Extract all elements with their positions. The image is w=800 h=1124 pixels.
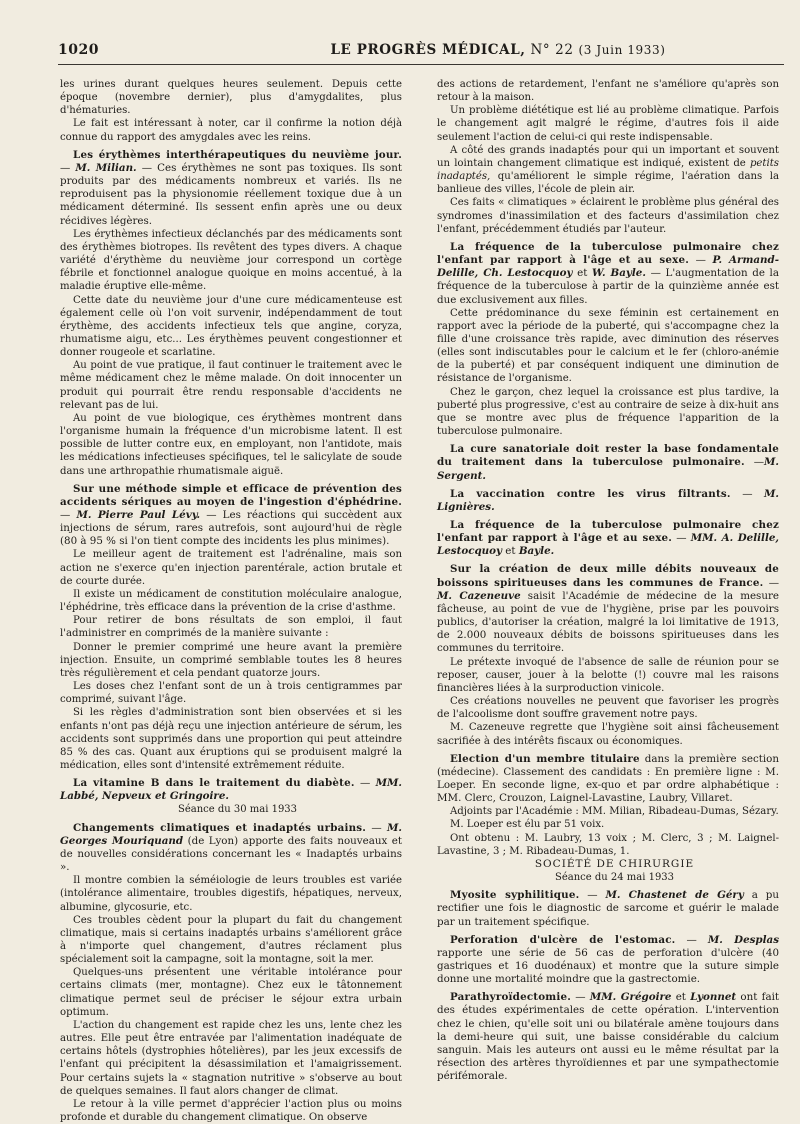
dash: — (60, 161, 76, 174)
article-title: Myosite syphilitique. (450, 889, 580, 902)
article-title: La vaccination contre les virus filtrants. (450, 487, 731, 500)
article-text: — Ces érythèmes ne sont pas toxiques. Ils sont produits par des médicaments nombreux et variés. Ils ne reproduisent pas la physionomie réellement toxique due à un médicament déterminé. Ils sessent enfin après une ou deux récidives légères. (60, 161, 402, 227)
dash: — (366, 821, 388, 834)
article-title: La vitamine B dans le traitement du diabète. (73, 777, 355, 790)
article-mouriquand (60, 822, 402, 875)
article-title: La fréquence de la tuberculose pulmonaire chez l'enfant par rapport à l'âge et au sexe. (437, 519, 779, 545)
article-armand-delille (437, 241, 779, 307)
running-head (218, 42, 778, 58)
article-title: Election d'un membre titulaire (450, 752, 640, 765)
paragraph: Le meilleur agent de traitement est l'adrénaline, mais son action ne s'exerce qu'en injection parentérale, action brutale et de courte durée. (60, 549, 402, 587)
article-title: La fréquence de la tuberculose pulmonaire chez l'enfant par rapport à l'âge et au sexe. (437, 240, 779, 267)
page-number: 1020 (58, 42, 99, 58)
dash: — (354, 777, 376, 790)
dash: — (730, 487, 765, 500)
text-run: A côté des grands inadaptés pour qui un important et souvent un lointain changement climatique est indiqué, existent de (437, 144, 779, 169)
paragraph: Les doses chez l'enfant sont de un à trois centigrammes par comprimé, suivant l'âge. (60, 681, 402, 706)
issue-date: (3 Juin 1933) (578, 43, 666, 57)
paragraph: Il existe un médicament de constitution moléculaire analogue, l'éphédrine, très efficace dans la prévention de la crise d'asthme. (60, 588, 402, 614)
dash: — (744, 456, 765, 469)
paragraph: les urines durant quelques heures seulement. Depuis cette époque (novembre dernier), plus d'amygdalites, plus d'hématuries. (60, 79, 402, 117)
article-labbe (60, 777, 402, 803)
society-heading: SOCIÉTÉ DE CHIRURGIE (534, 857, 695, 870)
paragraph: Il montre combien la séméiologie de leurs troubles est variée (intolérance alimentaire, troubles digestifs, hépatiques, nerveux, albumine, glycosurie, etc. (60, 875, 402, 913)
session-date: Séance du 24 mai 1933 (554, 872, 675, 884)
conjunction: et (502, 545, 519, 558)
article-milian (60, 149, 402, 228)
right-column (437, 78, 779, 1083)
article-text: a pu rectifier une fois le diagnostic de sarcome et guérir le malade par un traitement spécifique. (437, 889, 779, 928)
article-author: MM. Labbé, Nepveux et Gringoire. (60, 777, 403, 803)
journal-title: LE PROGRÈS MÉDICAL, (330, 42, 526, 58)
article-author: MM. A. Delille, Lestocquoy (437, 532, 779, 558)
article-author: W. Bayle. (592, 267, 646, 280)
article-text: rapporte une série de 56 cas de perforation d'ulcère (40 gastriques et 16 duodénaux) et montre que la suture simple donne une mortalité moindre que la gastrectomie. (437, 946, 779, 986)
article-author: P. Armand-Delille, Ch. Lestocquoy (437, 254, 779, 280)
article-author: M. Chastenet de Géry (605, 889, 744, 902)
issue-number: N° 22 (530, 42, 574, 58)
article-title: Changements climatiques et inadaptés urbains. (73, 821, 367, 834)
article-author: M. Desplas (707, 933, 779, 946)
paragraph: des actions de retardement, l'enfant ne s'améliore qu'après son retour à la maison. (437, 79, 779, 104)
article-title: Sur la création de deux mille débits nouveaux de boissons spiritueuses dans les communes de France. (437, 563, 779, 589)
article-text: ont fait des études expérimentales de cette opération. L'intervention chez le chien, qu'elle soit uni ou bilatérale amène toujours dans la demi-heure qui suit, une baisse considérable du calcium sanguin. Mais les auteurs ont aussi eu le même résultat par la résection des artères thyroïdiennes et par une sympathectomie périfémorale. (437, 991, 780, 1083)
dash: — (579, 889, 606, 902)
paragraph: Pour retirer de bons résultats de son emploi, il faut l'administrer en comprimés de la manière suivante : (60, 615, 402, 640)
paragraph: Les érythèmes infectieux déclanchés par des médicaments sont des érythèmes biotropes. Ils revêtent des types divers. A chaque variété d'érythème du neuvième jour correspond un cortège fébrile et fonctionnel analogue quoique en moins accentué, à la maladie éruptive elle-même. (60, 228, 402, 293)
article-author: M. Lignières. (437, 487, 779, 513)
article-title: Sur une méthode simple et efficace de prévention des accidents sériques au moyen de l'ingestion d'éphédrine. (60, 482, 402, 508)
paragraph: Adjoints par l'Académie : MM. Milian, Ribadeau-Dumas, Sézary. (450, 806, 779, 818)
dash: — (688, 254, 713, 267)
article-text: dans la première section (médecine). Classement des candidats : En première ligne : M. Loeper. En seconde ligne, ex-quo et par ordre alphabétique : MM. Clerc, Crouzon, Laignel-Lavastine, Laubry, Villaret. (437, 752, 779, 805)
left-column (60, 78, 402, 1124)
article-delille (437, 519, 779, 558)
article-title: Perforation d'ulcère de l'estomac. (450, 933, 676, 946)
article-election (437, 753, 779, 806)
paragraph: Si les règles d'administration sont bien observées et si les enfants n'ont pas déjà reçu une injection antérieure de sérum, les accidents sont supprimés dans une proportion qui peut atteindre 85 % des cas. Quant aux éruptions qui se produisent malgré la médication, elles sont d'intensité extrêmement réduite. (60, 707, 402, 771)
article-text: — Les réactions qui succèdent aux injections de sérum, rares autrefois, sont aujourd'hui de règle (80 à 95 % si l'on tient compte des incidents les plus minimes). (60, 509, 402, 548)
article-title: La cure sanatoriale doit rester la base fondamentale du traitement dans la tuberculose pulmonaire. (437, 443, 779, 469)
session-date: Séance du 30 mai 1933 (177, 804, 298, 816)
article-author: M. Cazeneuve (437, 589, 521, 602)
paragraph: Ces créations nouvelles ne peuvent que favoriser les progrès de l'alcoolisme dont souffre gravement notre pays. (437, 696, 779, 721)
article-author: M. Pierre Paul Lévy. (76, 509, 201, 521)
paragraph: M. Loeper est élu par 51 voix. (450, 819, 605, 831)
dash: — (571, 991, 590, 1004)
article-desplas (437, 934, 779, 987)
dash: — (672, 532, 691, 545)
dash: — (763, 576, 780, 589)
article-author: M. Sergent. (437, 456, 779, 482)
paragraph: Chez le garçon, chez lequel la croissance est plus tardive, la puberté plus progressive, c'est au contraire de seize à dix-huit ans que se montre avec plus de fréquence l'apparition de la tuberculose pulmonaire. (437, 386, 779, 438)
article-cazeneuve (437, 563, 779, 655)
paragraph: Quelques-uns présentent une véritable intolérance pour certains climats (mer, montagne). Chez eux le tâtonnement climatique permet seul de préciser le séjour extra urbain optimum. (60, 967, 402, 1018)
conjunction: et (572, 267, 592, 280)
article-gregoire (437, 991, 779, 1083)
paragraph: Ces faits « climatiques » éclairent le problème plus général des syndromes d'inassimilation et des facteurs d'assimilation chez l'enfant, précédemment étudiés par l'auteur. (437, 197, 779, 235)
dash: — (675, 933, 708, 946)
paragraph: Ont obtenu : M. Laubry, 13 voix ; M. Clerc, 3 ; M. Laignel-Lavastine, 3 ; M. Ribadeau-Dumas, 1. (437, 832, 779, 857)
article-author: Bayle. (518, 545, 555, 558)
article-lignieres (437, 488, 779, 514)
article-chastenet (437, 889, 779, 928)
article-author: M. Milian. (75, 161, 137, 174)
article-levy (60, 483, 402, 549)
article-title: Les érythèmes interthérapeutiques du neuvième jour. (73, 148, 402, 161)
paragraph: Le prétexte invoqué de l'absence de salle de réunion pour se reposer, causer, jouer à la belotte (!) couvre mal les raisons financières liées à la surproduction vinicole. (437, 656, 779, 694)
paragraph: Le fait est intéressant à noter, car il confirme la notion déjà connue du rapport des amygdales avec les reins. (60, 118, 402, 143)
paragraph (437, 144, 779, 197)
paragraph: M. Cazeneuve regrette que l'hygiène soit ainsi fâcheusement sacrifiée à des intérêts fiscaux ou économiques. (437, 722, 779, 747)
text-run: qu'améliorent le simple régime, l'aération dans la banlieue des villes, l'école de plein air. (437, 171, 779, 196)
paragraph: Cette date du neuvième jour d'une cure médicamenteuse est également celle où l'on voit survenir, indépendamment de tout érythème, des accidents infectieux tels que angine, coryza, rhumatisme aigu, etc... Les érythèmes peuvent congestionner et donner rougeole et scarlatine. (60, 294, 402, 359)
article-title: Parathyroïdectomie. (450, 991, 572, 1004)
paragraph: Au point de vue biologique, ces érythèmes montrent dans l'organisme humain la fréquence d'un microbisme latent. Il est possible de lutter contre eux, en employant, non l'antidote, mais les médications infectieuses spécifiques, tel le salicylate de soude dans une arthropathie rhumatismale aiguë. (60, 412, 402, 477)
article-author: M. Georges Mouriquand (60, 821, 402, 847)
paragraph: Le retour à la ville permet d'apprécier l'action plus ou moins profonde et durable du changement climatique. On observe (60, 1098, 402, 1124)
conjunction: et (671, 991, 691, 1004)
paragraph: Cette prédominance du sexe féminin est certainement en rapport avec la période de la puberté, qui s'accompagne chez la fille d'une croissance très rapide, avec diminution des réserves (elles sont indiscutables pour le calcium et le fer (chloro-anémie de la puberté) et par conséquent indiquent une diminution de résistance de l'organisme. (437, 307, 779, 385)
article-sergent (437, 443, 779, 482)
article-text: — L'augmentation de la fréquence de la tuberculose à partir de la quinzième année est due exclusivement aux filles. (437, 267, 779, 306)
dash: — (60, 509, 77, 521)
article-author: Lyonnet (690, 991, 737, 1004)
paragraph: Au point de vue pratique, il faut continuer le traitement avec le même médicament chez le même malade. On doit innocenter un produit qui pourrait être rendu responsable d'accidents ne relevant pas de lui. (60, 360, 402, 411)
paragraph: Ces troubles cèdent pour la plupart du fait du changement climatique, mais si certains inadaptés urbains s'améliorent grâce à n'importe quel changement, d'autres réclament plus spécialement soit la campagne, soit la montagne, soit la mer. (60, 914, 402, 966)
article-author: MM. Grégoire (589, 991, 672, 1004)
page-header (58, 40, 784, 65)
article-text: (de Lyon) apporte des faits nouveaux et de nouvelles considérations concernant les « Inadaptés urbains ». (60, 834, 403, 874)
paragraph: L'action du changement est rapide chez les uns, lente chez les autres. Elle peut être entravée par l'alimentation inadéquate de certains hôtels (dystrophies hôtelières), par les jeux excessifs de l'enfant qui précipitent la désassimilation et l'amaigrissement. Pour certains sujets la « stagnation nutritive » s'observe au bout de quelques semaines. Il faut alors changer de climat. (60, 1019, 402, 1097)
article-text: saisit l'Académie de médecine de la mesure fâcheuse, au point de vue de l'hygiène, prise par les pouvoirs publics, d'autoriser la création, malgré la loi limitative de 1913, de 2.000 nouveaux débits de boissons spiritueuses dans les communes du territoire. (437, 589, 779, 655)
paragraph: Un problème diététique est lié au problème climatique. Parfois le changement agit malgré le régime, d'autres fois il aide seulement l'action de celui-ci qui reste indispensable. (437, 105, 779, 143)
paragraph: Donner le premier comprimé une heure avant la première injection. Ensuite, un comprimé semblable toutes les 8 heures très régulièrement et cela pendant quatorze jours. (60, 641, 402, 679)
text-run-italic: petits inadaptés, (437, 157, 779, 183)
